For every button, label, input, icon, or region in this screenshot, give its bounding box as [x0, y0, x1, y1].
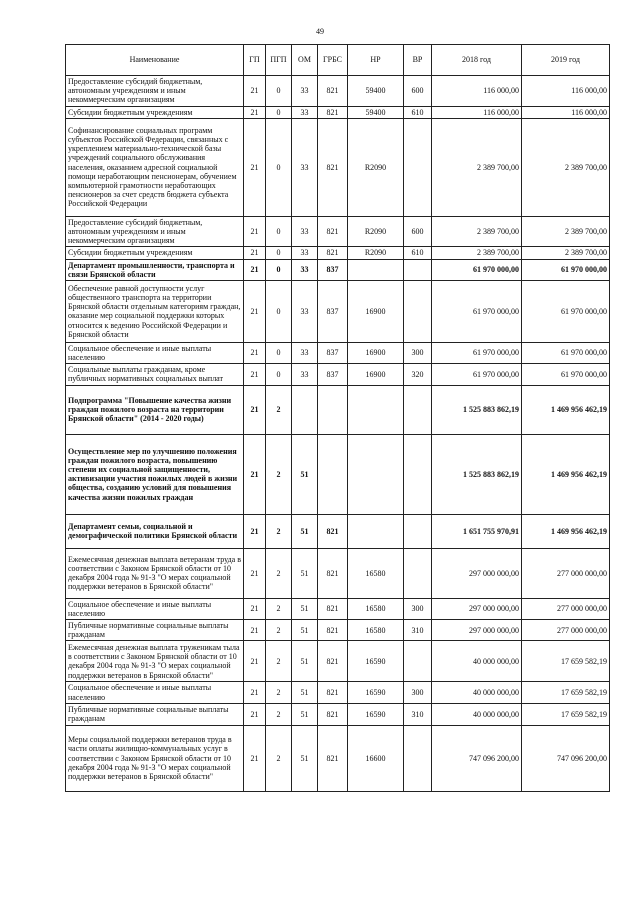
row-amount-2019: 61 970 000,00	[522, 342, 610, 363]
row-vr: 310	[404, 620, 432, 641]
row-om	[292, 385, 318, 434]
row-nr: 16900	[348, 280, 404, 342]
col-header-2018: 2018 год	[432, 45, 522, 76]
row-amount-2019: 1 469 956 462,19	[522, 514, 610, 548]
row-pgp: 0	[266, 106, 292, 118]
row-om: 33	[292, 76, 318, 107]
row-vr: 600	[404, 216, 432, 247]
row-vr: 610	[404, 106, 432, 118]
row-name: Обеспечение равной доступности услуг общественного транспорта на территории Брянской области отдельным категориям граждан, оказание мер социальной поддержки которых относится к ведению Российской Федерации и Брянской области	[66, 280, 244, 342]
row-om: 33	[292, 216, 318, 247]
row-vr: 320	[404, 364, 432, 385]
row-om: 33	[292, 247, 318, 259]
row-grbs: 837	[318, 364, 348, 385]
row-name: Подпрограмма "Повышение качества жизни граждан пожилого возраста на территории Брянской области" (2014 - 2020 годы)	[66, 385, 244, 434]
row-om: 33	[292, 118, 318, 216]
row-pgp: 2	[266, 548, 292, 598]
row-pgp: 2	[266, 598, 292, 619]
col-header-grbs: ГРБС	[318, 45, 348, 76]
col-header-pgp: ПГП	[266, 45, 292, 76]
row-amount-2018: 40 000 000,00	[432, 641, 522, 682]
row-gp: 21	[244, 342, 266, 363]
row-name: Департамент промышленности, транспорта и связи Брянской области	[66, 259, 244, 280]
row-pgp: 0	[266, 76, 292, 107]
row-pgp: 2	[266, 385, 292, 434]
row-nr	[348, 434, 404, 514]
table-row	[66, 620, 610, 641]
row-gp: 21	[244, 385, 266, 434]
table-row	[66, 641, 610, 682]
row-gp: 21	[244, 76, 266, 107]
row-amount-2019: 61 970 000,00	[522, 364, 610, 385]
row-gp: 21	[244, 118, 266, 216]
row-nr: 16580	[348, 620, 404, 641]
row-amount-2018: 1 525 883 862,19	[432, 434, 522, 514]
table-row	[66, 598, 610, 619]
row-amount-2019: 61 970 000,00	[522, 259, 610, 280]
row-pgp: 2	[266, 682, 292, 703]
row-amount-2019: 1 469 956 462,19	[522, 385, 610, 434]
col-header-nr: НР	[348, 45, 404, 76]
page-number: 49	[316, 27, 324, 36]
table-row	[66, 342, 610, 363]
table-row	[66, 364, 610, 385]
row-om: 33	[292, 106, 318, 118]
table-row	[66, 280, 610, 342]
row-pgp: 0	[266, 364, 292, 385]
row-gp: 21	[244, 598, 266, 619]
row-amount-2018: 1 651 755 970,91	[432, 514, 522, 548]
row-amount-2019: 17 659 582,19	[522, 641, 610, 682]
row-name: Публичные нормативные социальные выплаты гражданам	[66, 620, 244, 641]
row-om: 51	[292, 434, 318, 514]
row-grbs: 821	[318, 703, 348, 725]
table-row	[66, 259, 610, 280]
row-amount-2018: 2 389 700,00	[432, 118, 522, 216]
row-om: 51	[292, 682, 318, 703]
row-gp: 21	[244, 259, 266, 280]
row-vr: 300	[404, 342, 432, 363]
row-amount-2018: 116 000,00	[432, 76, 522, 107]
row-amount-2019: 116 000,00	[522, 106, 610, 118]
row-name: Ежемесячная денежная выплата ветеранам труда в соответствии с Законом Брянской области от 10 декабря 2004 года № 91-З "О мерах социальной поддержки ветеранов в Брянской области"	[66, 548, 244, 598]
row-amount-2019: 2 389 700,00	[522, 118, 610, 216]
row-nr	[348, 259, 404, 280]
row-om: 51	[292, 725, 318, 791]
row-amount-2019: 17 659 582,19	[522, 703, 610, 725]
row-amount-2018: 116 000,00	[432, 106, 522, 118]
row-pgp: 0	[266, 247, 292, 259]
row-vr: 300	[404, 682, 432, 703]
row-name: Субсидии бюджетным учреждениям	[66, 247, 244, 259]
col-header-vr: ВР	[404, 45, 432, 76]
row-amount-2018: 297 000 000,00	[432, 548, 522, 598]
row-gp: 21	[244, 434, 266, 514]
row-name: Ежемесячная денежная выплата труженикам тыла в соответствии с Законом Брянской области от 10 декабря 2004 года № 91-З "О мерах социальной поддержки ветеранов в Брянской области"	[66, 641, 244, 682]
row-vr: 310	[404, 703, 432, 725]
row-name: Департамент семьи, социальной и демографической политики Брянской области	[66, 514, 244, 548]
table-row	[66, 76, 610, 107]
table-row	[66, 682, 610, 703]
row-grbs: 821	[318, 118, 348, 216]
row-amount-2018: 2 389 700,00	[432, 216, 522, 247]
col-header-2019: 2019 год	[522, 45, 610, 76]
row-gp: 21	[244, 620, 266, 641]
row-vr: 600	[404, 76, 432, 107]
table-row	[66, 106, 610, 118]
budget-table	[65, 44, 610, 792]
row-grbs: 837	[318, 280, 348, 342]
row-pgp: 2	[266, 434, 292, 514]
row-amount-2018: 40 000 000,00	[432, 682, 522, 703]
table-row	[66, 247, 610, 259]
row-gp: 21	[244, 641, 266, 682]
row-amount-2019: 2 389 700,00	[522, 247, 610, 259]
row-om: 51	[292, 514, 318, 548]
row-om: 51	[292, 703, 318, 725]
row-amount-2019: 17 659 582,19	[522, 682, 610, 703]
row-amount-2018: 61 970 000,00	[432, 280, 522, 342]
row-grbs: 821	[318, 76, 348, 107]
row-amount-2019: 747 096 200,00	[522, 725, 610, 791]
row-grbs	[318, 434, 348, 514]
row-vr	[404, 725, 432, 791]
table-row	[66, 703, 610, 725]
row-pgp: 2	[266, 641, 292, 682]
row-om: 51	[292, 620, 318, 641]
row-pgp: 2	[266, 514, 292, 548]
row-grbs: 821	[318, 548, 348, 598]
row-amount-2018: 1 525 883 862,19	[432, 385, 522, 434]
row-amount-2018: 61 970 000,00	[432, 259, 522, 280]
row-om: 51	[292, 598, 318, 619]
row-amount-2018: 61 970 000,00	[432, 342, 522, 363]
row-name: Социальное обеспечение и иные выплаты населению	[66, 598, 244, 619]
row-vr	[404, 434, 432, 514]
row-pgp: 2	[266, 620, 292, 641]
row-pgp: 0	[266, 259, 292, 280]
header-row	[66, 45, 610, 76]
row-vr	[404, 259, 432, 280]
col-header-om: ОМ	[292, 45, 318, 76]
row-grbs: 821	[318, 682, 348, 703]
row-amount-2018: 40 000 000,00	[432, 703, 522, 725]
row-name: Предоставление субсидий бюджетным, автономным учреждениям и иным некоммерческим организациям	[66, 216, 244, 247]
row-name: Публичные нормативные социальные выплаты гражданам	[66, 703, 244, 725]
row-nr: 16900	[348, 364, 404, 385]
row-om: 33	[292, 280, 318, 342]
row-nr: 16900	[348, 342, 404, 363]
row-nr: R2090	[348, 118, 404, 216]
row-grbs: 821	[318, 514, 348, 548]
row-name: Софинансирование социальных программ субъектов Российской Федерации, связанных с укреплением материально-технической базы учреждений социального обслуживания населения, оказанием адресной социальной помощи неработающим пенсионерам, обучением компьютерной грамотности неработающих пенсионеров за счет средств бюджета субъекта Российской Федерации	[66, 118, 244, 216]
row-nr: 16590	[348, 641, 404, 682]
row-grbs: 821	[318, 247, 348, 259]
table-row	[66, 434, 610, 514]
row-grbs	[318, 385, 348, 434]
row-amount-2018: 747 096 200,00	[432, 725, 522, 791]
row-gp: 21	[244, 280, 266, 342]
row-grbs: 837	[318, 342, 348, 363]
row-pgp: 2	[266, 725, 292, 791]
row-amount-2019: 1 469 956 462,19	[522, 434, 610, 514]
row-pgp: 0	[266, 280, 292, 342]
row-nr: 59400	[348, 106, 404, 118]
row-amount-2018: 297 000 000,00	[432, 598, 522, 619]
row-gp: 21	[244, 682, 266, 703]
row-gp: 21	[244, 216, 266, 247]
row-amount-2018: 61 970 000,00	[432, 364, 522, 385]
row-vr	[404, 385, 432, 434]
row-amount-2019: 277 000 000,00	[522, 620, 610, 641]
table-body	[66, 76, 610, 792]
row-nr: R2090	[348, 247, 404, 259]
row-grbs: 837	[318, 259, 348, 280]
row-om: 51	[292, 548, 318, 598]
row-grbs: 821	[318, 641, 348, 682]
table-row	[66, 385, 610, 434]
row-nr: 16590	[348, 703, 404, 725]
row-gp: 21	[244, 703, 266, 725]
row-amount-2019: 277 000 000,00	[522, 548, 610, 598]
row-vr	[404, 641, 432, 682]
row-name: Социальные выплаты гражданам, кроме публичных нормативных социальных выплат	[66, 364, 244, 385]
row-grbs: 821	[318, 620, 348, 641]
row-om: 33	[292, 342, 318, 363]
table-row	[66, 216, 610, 247]
row-name: Социальное обеспечение и иные выплаты населению	[66, 682, 244, 703]
row-vr	[404, 280, 432, 342]
row-vr	[404, 548, 432, 598]
row-om: 33	[292, 364, 318, 385]
row-pgp: 0	[266, 342, 292, 363]
col-header-name: Наименование	[66, 45, 244, 76]
table-row	[66, 725, 610, 791]
row-nr: 16600	[348, 725, 404, 791]
row-amount-2019: 116 000,00	[522, 76, 610, 107]
row-vr	[404, 514, 432, 548]
row-vr: 300	[404, 598, 432, 619]
row-amount-2018: 297 000 000,00	[432, 620, 522, 641]
row-gp: 21	[244, 106, 266, 118]
row-name: Предоставление субсидий бюджетным, автономным учреждениям и иным некоммерческим организациям	[66, 76, 244, 107]
row-amount-2019: 2 389 700,00	[522, 216, 610, 247]
row-name: Меры социальной поддержки ветеранов труда в части оплаты жилищно-коммунальных услуг в соответствии с Законом Брянской области от 10 декабря 2004 года № 91-З "О мерах социальной поддержки ветеранов в Брянской области"	[66, 725, 244, 791]
row-grbs: 821	[318, 106, 348, 118]
row-grbs: 821	[318, 598, 348, 619]
row-amount-2019: 61 970 000,00	[522, 280, 610, 342]
row-gp: 21	[244, 364, 266, 385]
row-vr	[404, 118, 432, 216]
table-row	[66, 118, 610, 216]
row-gp: 21	[244, 514, 266, 548]
row-amount-2019: 277 000 000,00	[522, 598, 610, 619]
row-gp: 21	[244, 548, 266, 598]
row-amount-2018: 2 389 700,00	[432, 247, 522, 259]
row-grbs: 821	[318, 216, 348, 247]
row-gp: 21	[244, 247, 266, 259]
row-pgp: 0	[266, 118, 292, 216]
row-nr: 59400	[348, 76, 404, 107]
row-name: Осуществление мер по улучшению положения граждан пожилого возраста, повышению степени их социальной защищенности, активизации участия пожилых людей в жизни общества, созданию условий для повышения качества жизни пожилых граждан	[66, 434, 244, 514]
row-pgp: 2	[266, 703, 292, 725]
row-name: Субсидии бюджетным учреждениям	[66, 106, 244, 118]
row-om: 51	[292, 641, 318, 682]
row-nr	[348, 385, 404, 434]
table-row	[66, 548, 610, 598]
row-om: 33	[292, 259, 318, 280]
col-header-gp: ГП	[244, 45, 266, 76]
row-nr: R2090	[348, 216, 404, 247]
row-nr: 16580	[348, 548, 404, 598]
row-nr	[348, 514, 404, 548]
row-gp: 21	[244, 725, 266, 791]
row-pgp: 0	[266, 216, 292, 247]
table-row	[66, 514, 610, 548]
row-nr: 16590	[348, 682, 404, 703]
row-vr: 610	[404, 247, 432, 259]
row-grbs: 821	[318, 725, 348, 791]
row-nr: 16580	[348, 598, 404, 619]
row-name: Социальное обеспечение и иные выплаты населению	[66, 342, 244, 363]
